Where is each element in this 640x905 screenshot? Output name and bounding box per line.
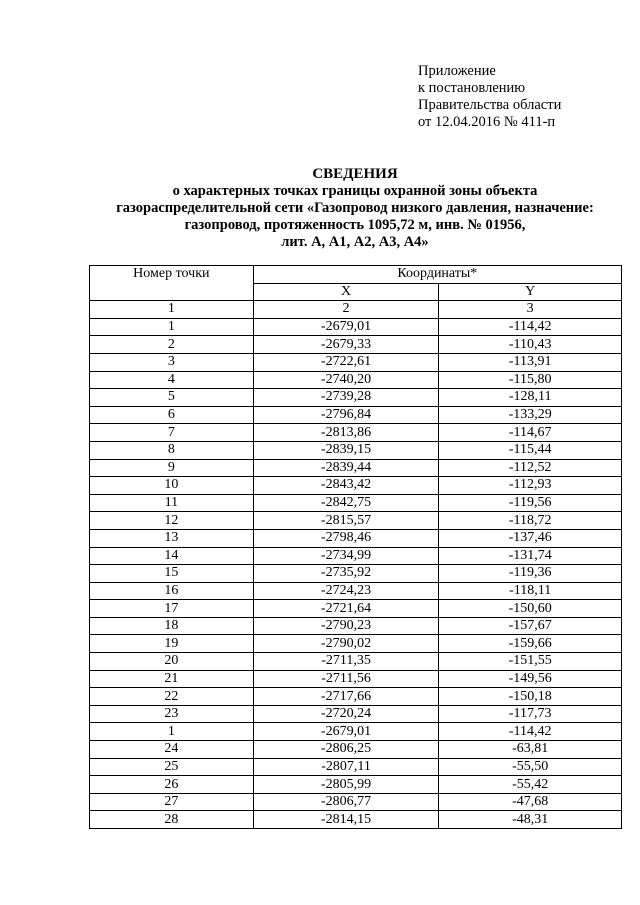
- y-value: -113,91: [439, 353, 622, 371]
- appendix-line: от 12.04.2016 № 411-п: [418, 114, 556, 130]
- table-row: [90, 582, 622, 600]
- header-x: X: [253, 283, 439, 301]
- point-number: 25: [90, 758, 254, 776]
- table-row: [90, 670, 622, 688]
- table-row: [90, 459, 622, 477]
- y-value: -55,50: [439, 758, 622, 776]
- y-value: -63,81: [439, 741, 622, 759]
- y-value: -149,56: [439, 670, 622, 688]
- point-number: 19: [90, 635, 254, 653]
- y-value: -110,43: [439, 336, 622, 354]
- x-value: -2815,57: [253, 512, 439, 530]
- point-number: 1: [90, 318, 254, 336]
- table-row: [90, 811, 622, 829]
- y-value: -119,56: [439, 494, 622, 512]
- document-title: [88, 166, 622, 251]
- x-value: -2790,02: [253, 635, 439, 653]
- y-value: -117,73: [439, 705, 622, 723]
- point-number: 12: [90, 512, 254, 530]
- x-value: -2807,11: [253, 758, 439, 776]
- table-row: [90, 371, 622, 389]
- y-value: -131,74: [439, 547, 622, 565]
- appendix-line: Приложение: [418, 63, 496, 79]
- table-row: [90, 318, 622, 336]
- point-number: 21: [90, 670, 254, 688]
- table-row: [90, 617, 622, 635]
- table-row: [90, 406, 622, 424]
- table-row: [90, 529, 622, 547]
- table-row: [90, 389, 622, 407]
- x-value: -2798,46: [253, 529, 439, 547]
- y-value: -115,80: [439, 371, 622, 389]
- table-row: [90, 705, 622, 723]
- x-value: -2735,92: [253, 565, 439, 583]
- header-y: Y: [439, 283, 622, 301]
- table-row: [90, 424, 622, 442]
- point-number: 11: [90, 494, 254, 512]
- page-title: СВЕДЕНИЯ: [312, 166, 398, 182]
- table-header-row: [90, 266, 622, 284]
- point-number: 16: [90, 582, 254, 600]
- y-value: -47,68: [439, 793, 622, 811]
- table-row: [90, 441, 622, 459]
- table-row: [90, 336, 622, 354]
- y-value: -115,44: [439, 441, 622, 459]
- x-value: -2722,61: [253, 353, 439, 371]
- y-value: -118,11: [439, 582, 622, 600]
- table-row: [90, 758, 622, 776]
- point-number: 7: [90, 424, 254, 442]
- x-value: -2739,28: [253, 389, 439, 407]
- x-value: -2717,66: [253, 688, 439, 706]
- y-value: -133,29: [439, 406, 622, 424]
- y-value: -150,60: [439, 600, 622, 618]
- x-value: -2734,99: [253, 547, 439, 565]
- point-number: 3: [90, 353, 254, 371]
- table-row: [90, 547, 622, 565]
- y-value: -150,18: [439, 688, 622, 706]
- table-row: [90, 635, 622, 653]
- point-number: 5: [90, 389, 254, 407]
- x-value: -2806,25: [253, 741, 439, 759]
- table-row: [90, 494, 622, 512]
- table-row: [90, 512, 622, 530]
- header-coordinates: Координаты*: [253, 266, 621, 284]
- y-value: -157,67: [439, 617, 622, 635]
- point-number: 4: [90, 371, 254, 389]
- table-row: [90, 723, 622, 741]
- x-value: -2796,84: [253, 406, 439, 424]
- y-value: -112,52: [439, 459, 622, 477]
- column-number: 1: [90, 301, 254, 319]
- y-value: -114,42: [439, 723, 622, 741]
- x-value: -2679,33: [253, 336, 439, 354]
- table-row: [90, 793, 622, 811]
- column-number: 3: [439, 301, 622, 319]
- point-number: 10: [90, 477, 254, 495]
- point-number: 8: [90, 441, 254, 459]
- point-number: 22: [90, 688, 254, 706]
- x-value: -2740,20: [253, 371, 439, 389]
- header-point-number: Номер точки: [90, 266, 254, 301]
- coordinates-table: [89, 265, 622, 829]
- point-number: 18: [90, 617, 254, 635]
- point-number: 14: [90, 547, 254, 565]
- x-value: -2843,42: [253, 477, 439, 495]
- table-body: [90, 318, 622, 828]
- x-value: -2724,23: [253, 582, 439, 600]
- x-value: -2679,01: [253, 723, 439, 741]
- x-value: -2805,99: [253, 776, 439, 794]
- appendix-block: [418, 63, 561, 131]
- y-value: -114,42: [439, 318, 622, 336]
- x-value: -2711,56: [253, 670, 439, 688]
- y-value: -114,67: [439, 424, 622, 442]
- point-number: 1: [90, 723, 254, 741]
- y-value: -119,36: [439, 565, 622, 583]
- point-number: 6: [90, 406, 254, 424]
- x-value: -2679,01: [253, 318, 439, 336]
- x-value: -2839,44: [253, 459, 439, 477]
- y-value: -128,11: [439, 389, 622, 407]
- x-value: -2839,15: [253, 441, 439, 459]
- y-value: -137,46: [439, 529, 622, 547]
- point-number: 27: [90, 793, 254, 811]
- table-row: [90, 565, 622, 583]
- y-value: -112,93: [439, 477, 622, 495]
- x-value: -2790,23: [253, 617, 439, 635]
- point-number: 17: [90, 600, 254, 618]
- x-value: -2720,24: [253, 705, 439, 723]
- table-row: [90, 653, 622, 671]
- column-number: 2: [253, 301, 439, 319]
- x-value: -2711,35: [253, 653, 439, 671]
- y-value: -55,42: [439, 776, 622, 794]
- table-row: [90, 741, 622, 759]
- y-value: -118,72: [439, 512, 622, 530]
- point-number: 28: [90, 811, 254, 829]
- point-number: 23: [90, 705, 254, 723]
- point-number: 24: [90, 741, 254, 759]
- table-row: [90, 600, 622, 618]
- x-value: -2721,64: [253, 600, 439, 618]
- x-value: -2813,86: [253, 424, 439, 442]
- point-number: 26: [90, 776, 254, 794]
- y-value: -48,31: [439, 811, 622, 829]
- table-row: [90, 688, 622, 706]
- point-number: 2: [90, 336, 254, 354]
- y-value: -151,55: [439, 653, 622, 671]
- y-value: -159,66: [439, 635, 622, 653]
- table-row: [90, 776, 622, 794]
- table-row: [90, 477, 622, 495]
- point-number: 9: [90, 459, 254, 477]
- subtitle-line: газопровод, протяженность 1095,72 м, инв. № 01956,: [184, 217, 526, 233]
- table-row: [90, 353, 622, 371]
- point-number: 20: [90, 653, 254, 671]
- appendix-line: Правительства области: [418, 97, 562, 113]
- x-value: -2814,15: [253, 811, 439, 829]
- appendix-line: к постановлению: [418, 80, 526, 96]
- subtitle-line: о характерных точках границы охранной зоны объекта: [172, 183, 538, 199]
- column-number-row: [90, 301, 622, 319]
- x-value: -2806,77: [253, 793, 439, 811]
- subtitle-line: газораспределительной сети «Газопровод низкого давления, назначение:: [116, 200, 594, 216]
- point-number: 15: [90, 565, 254, 583]
- subtitle-line: лит. А, А1, А2, А3, А4»: [281, 234, 429, 250]
- x-value: -2842,75: [253, 494, 439, 512]
- point-number: 13: [90, 529, 254, 547]
